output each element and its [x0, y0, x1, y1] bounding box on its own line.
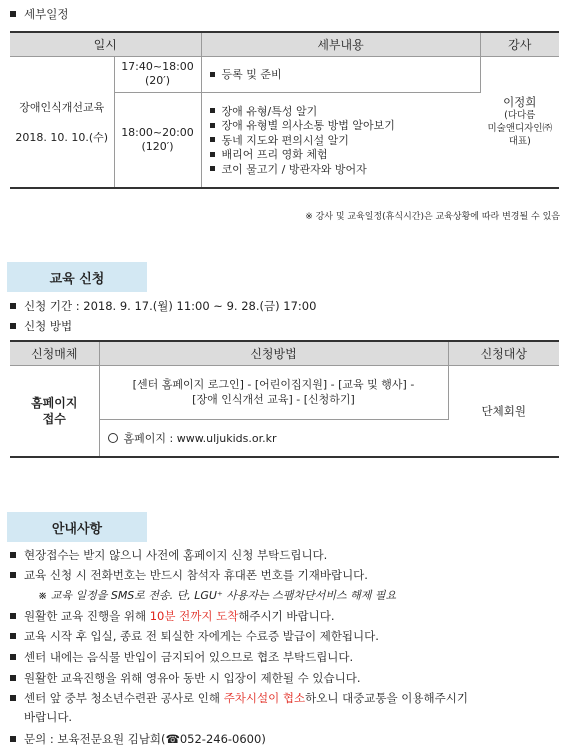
notice-item: 교육 시작 후 입실, 종료 전 퇴실한 자에게는 수료증 발급이 제한됩니다.: [10, 628, 379, 644]
time-cell-1: 17:40~18:00 (20′): [114, 56, 201, 92]
notice-subnote: ※ 교육 일정을 SMS로 전송. 단, LGU⁺ 사용자는 스팸차단서비스 해제 필요: [38, 589, 397, 602]
notice-continuation: 바랍니다.: [24, 710, 73, 724]
notice-item: 센터 앞 중부 청소년수련관 공사로 인해 주차시설이 협소 하오니 대중교통을 이용해주시기: [10, 690, 468, 706]
target-cell: 단체회원: [448, 365, 559, 457]
apply-table: [10, 340, 559, 458]
col-header-method: 신청방법: [99, 341, 448, 365]
notice-item: 원활한 교육 진행을 위해 10분 전까지 도착 해주시기 바랍니다.: [10, 608, 335, 624]
schedule-footnote: ※ 강사 및 교육일정(휴식시간)은 교육상황에 따라 변경될 수 있음: [305, 212, 560, 222]
col-header-datetime: 일시: [10, 32, 201, 56]
notice-item: 센터 내에는 음식물 반입이 금지되어 있으므로 협조 부탁드립니다.: [10, 649, 353, 665]
col-header-instructor: 강사: [480, 32, 559, 56]
list-item: 장애 유형별 의사소통 방법 알아보기: [210, 118, 481, 133]
course-name: 장애인식개선교육: [19, 100, 105, 114]
date-cell: [10, 56, 114, 188]
content-cell-1: [201, 56, 480, 92]
apply-period: 신청 기간 : 2018. 9. 17.(월) 11:00 ~ 9. 28.(금) 17:00: [10, 298, 316, 314]
notice-item: 문의 : 보육전문요원 김남희(☎052-246-0600): [10, 731, 266, 747]
list-item: 배리어 프리 영화 체험: [210, 147, 481, 162]
col-header-target: 신청대상: [448, 341, 559, 365]
homepage-link[interactable]: 홈페이지 : www.uljukids.or.kr: [123, 431, 277, 445]
square-bullet-icon: [10, 11, 16, 17]
highlight-text: 10분 전까지 도착: [149, 609, 239, 623]
homepage-cell: [99, 419, 448, 457]
square-bullet-icon: [10, 323, 16, 329]
list-item: 장애 유형/특성 알기: [210, 104, 481, 119]
apply-method-heading: 신청 방법: [10, 318, 72, 334]
notice-section-title: 안내사항: [7, 512, 147, 542]
notice-item: 교육 신청 시 전화번호는 반드시 참석자 휴대폰 번호를 기재바랍니다.: [10, 567, 368, 583]
highlight-text: 주차시설이 협소: [223, 691, 306, 705]
content-cell-2: [201, 92, 480, 188]
list-item: 코이 물고기 / 방관자와 방어자: [210, 162, 481, 177]
medium-cell: 홈페이지 접수: [10, 365, 99, 457]
square-bullet-icon: [10, 303, 16, 309]
apply-path-cell: [센터 홈페이지 로그인] - [어린이집지원] - [교육 및 행사] - [장애 인식개선 교육] - [신청하기]: [99, 365, 448, 419]
list-item: 동네 지도와 편의시설 알기: [210, 133, 481, 148]
circle-bullet-icon: [108, 433, 118, 443]
col-header-content: 세부내용: [201, 32, 480, 56]
notice-item: 원활한 교육진행을 위해 영유아 동반 시 입장이 제한될 수 있습니다.: [10, 670, 361, 686]
schedule-table: [10, 31, 559, 189]
instructor-name: 이정희: [503, 94, 537, 109]
notice-item: 현장접수는 받지 않으니 사전에 홈페이지 신청 부탁드립니다.: [10, 547, 327, 563]
col-header-medium: 신청매체: [10, 341, 99, 365]
schedule-heading: 세부일정: [10, 6, 68, 22]
time-cell-2: 18:00~20:00 (120′): [114, 92, 201, 188]
instructor-cell: 이정희 (다다름 미술앤디자인㈜ 대표): [480, 56, 559, 188]
apply-section-title: 교육 신청: [7, 262, 147, 292]
list-item: 등록 및 준비: [210, 67, 480, 82]
course-date: 2018. 10. 10.(수): [15, 130, 109, 144]
